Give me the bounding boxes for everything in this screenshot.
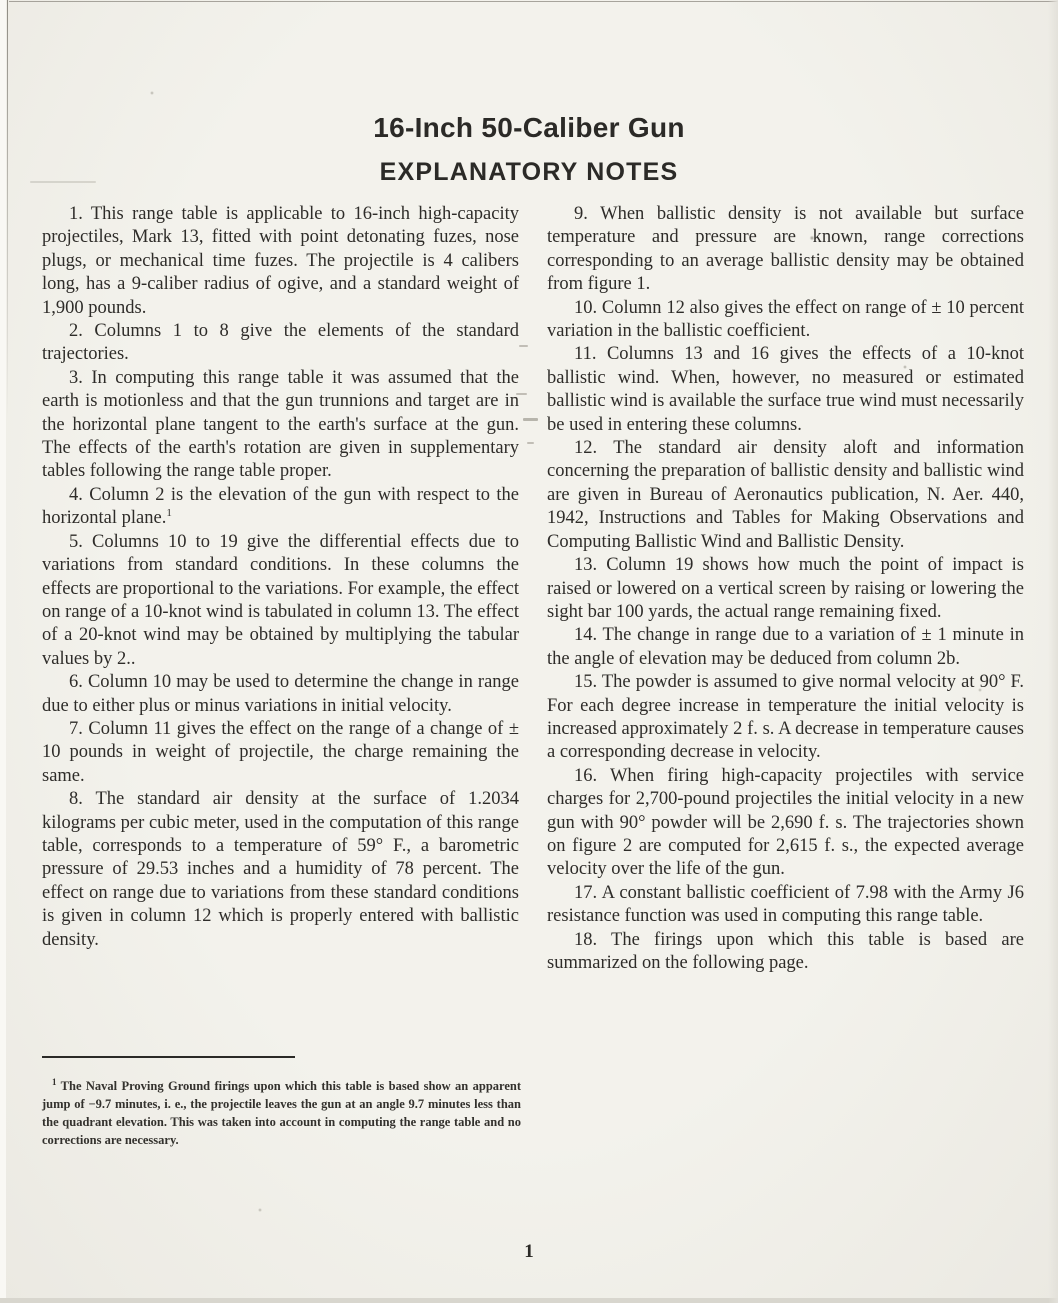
paragraph-4-text: 4. Column 2 is the elevation of the gun with respect to the horizontal plane.: [42, 484, 519, 529]
paragraph-13: 13. Column 19 shows how much the point of impact is raised or lowered on a vertical screen by raising or lowering the sight bar 100 yards, the actual range remaining fixed.: [547, 555, 1024, 622]
scan-artifact: [527, 442, 534, 444]
paragraph-7: 7. Column 11 gives the effect on the range of a change of ± 10 pounds in weight of projectile, the charge remaining the same.: [42, 718, 519, 786]
scan-edge-left-strip: [0, 0, 6, 1303]
paragraph-12: 12. The standard air density aloft and information concerning the preparation of ballistic density and ballistic wind are given in Bureau of Aeronautics publication, N. Aer. 440, 1942, Instructions and Tables for Making Observations and Computing Ballistic Wind and Ballistic Density.: [547, 438, 1024, 552]
column-right: [547, 203, 1024, 975]
paragraph-6: 6. Column 10 may be used to determine the change in range due to either plus or minus variations in initial velocity.: [42, 672, 519, 716]
document-title: 16-Inch 50-Caliber Gun: [373, 112, 685, 143]
document-subtitle: EXPLANATORY NOTES: [379, 158, 679, 186]
paragraph-1: 1. This range table is applicable to 16-inch high-capacity projectiles, Mark 13, fitted with point detonating fuzes, nose plugs, or mechanical time fuzes. The projectile is 4 calibers long, has a 9-caliber radius of ogive, and a standard weight of 1,900 pounds.: [42, 204, 519, 318]
paragraph-11: 11. Columns 13 and 16 gives the effects of a 10-knot ballistic wind. When, however, no measured or estimated ballistic wind is available the surface true wind must necessarily be used in entering these columns.: [547, 344, 1024, 435]
paragraph-10: 10. Column 12 also gives the effect on range of ± 10 percent variation in the ballistic coefficient.: [547, 297, 1024, 342]
paragraph-5: 5. Columns 10 to 19 give the differential effects due to variations from standard conditions. In these columns the effects are proportional to the variations. For example, the effect on range of a 10-knot wind is tabulated in column 13. The effect of a 20-knot wind may be obtained by multiplying the tabular values by 2..: [42, 531, 519, 669]
scan-edge-top: [9, 1, 1058, 2]
paragraph-15: 15. The powder is assumed to give normal velocity at 90° F. For each degree increase in temperature the initial velocity is increased approximately 2 f. s. A decrease in temperature causes a corresponding decrease in velocity.: [547, 672, 1024, 763]
footnote-divider: [42, 1056, 295, 1058]
footnote-marker: 1: [52, 1076, 57, 1087]
scan-edge-left-line: [7, 0, 8, 420]
scan-edge-right: [1048, 0, 1058, 1303]
paragraph-16: 16. When firing high-capacity projectiles with service charges for 2,700-pound projectiles the initial velocity in a new gun with 90° powder will be 2,690 f. s. The trajectories shown on figure 2 are computed for 2,615 f. s., the expected average velocity over the life of the gun.: [547, 765, 1024, 880]
paragraph-9: 9. When ballistic density is not available but surface temperature and pressure are known, range corrections corresponding to an average ballistic density may be obtained from figure 1.: [547, 204, 1024, 295]
paragraph-14: 14. The change in range due to a variation of ± 1 minute in the angle of elevation may be deduced from column 2b.: [547, 625, 1024, 669]
footnote-text: The Naval Proving Ground firings upon which this table is based show an apparent jump of −9.7 minutes, i. e., the projectile leaves the gun at an angle 9.7 minutes less than the quadrant elevation. This was taken into account in computing the range table and no corrections are necessary.: [42, 1078, 522, 1147]
footnote-reference: 1: [166, 507, 172, 520]
footnote: [42, 1077, 521, 1149]
scan-edge-bottom: [0, 1298, 1058, 1303]
scan-artifact: [519, 345, 528, 347]
paragraph-8: 8. The standard air density at the surface of 1.2034 kilograms per cubic meter, used in the computation of this range table, corresponds to a temperature of 59° F., a barometric pressure of 29.53 inches and a humidity of 78 percent. The effect on range due to variations from these standard conditions is given in column 12 which is properly entered with ballistic density.: [42, 789, 519, 950]
column-left: [42, 203, 519, 952]
page-number: 1: [524, 1241, 534, 1262]
paragraph-4: [42, 484, 519, 531]
paragraph-17: 17. A constant ballistic coefficient of 7.98 with the Army J6 resistance function was used in computing this range table.: [547, 882, 1024, 927]
paragraph-2: 2. Columns 1 to 8 give the elements of the standard trajectories.: [42, 321, 519, 365]
paragraph-18: 18. The firings upon which this table is based are summarized on the following page.: [547, 929, 1024, 973]
paragraph-3: 3. In computing this range table it was assumed that the earth is motionless and that the gun trunnions and target are in the horizontal plane tangent to the earth's surface at the gun. The effects of the earth's rotation are given in supplementary tables following the range table proper.: [42, 367, 519, 482]
scan-artifact: [523, 418, 538, 421]
